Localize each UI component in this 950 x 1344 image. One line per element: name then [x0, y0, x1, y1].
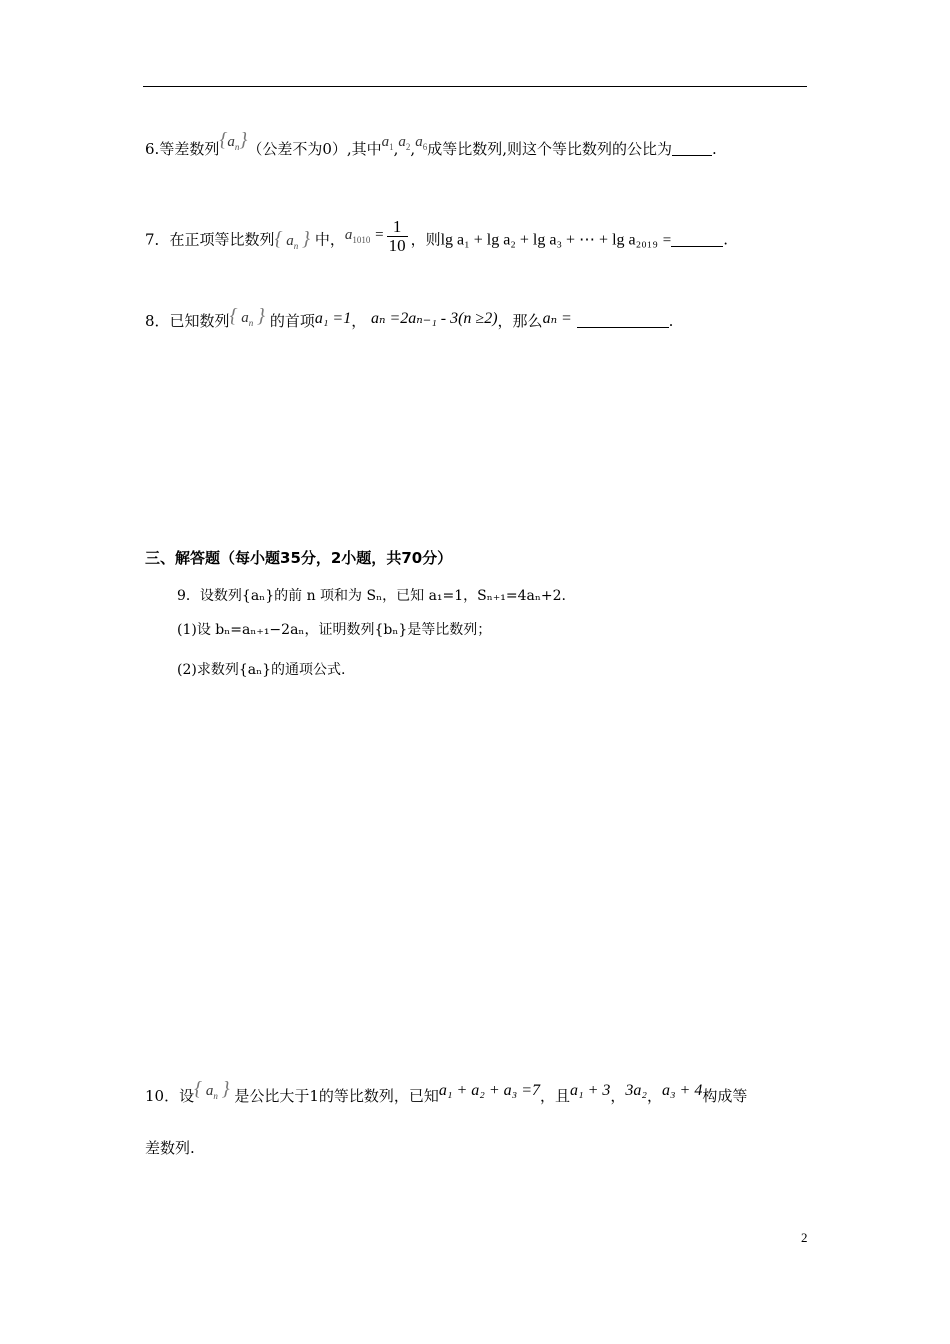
q10-term-1: a₁ + 3 [570, 1082, 611, 1099]
q8-text-d: ，那么 [497, 312, 543, 330]
q10-sep-2: ， [646, 1087, 662, 1105]
q10-text-d: 构成等 [702, 1087, 748, 1105]
q7-sequence: { $a_n$ } [274, 227, 311, 251]
q6-text-b: （公差不为0）,其中 [247, 140, 382, 158]
q6-a2: $a_2$ [398, 134, 411, 152]
q7-text-b: 中， [314, 230, 345, 249]
q6-end: . [711, 140, 717, 158]
q7-given-lhs: $a_{1010}$ [344, 226, 371, 245]
q10-text-b: 是公比大于1的等比数列，已知 [234, 1087, 439, 1105]
q10-term-2: 3a₂ [625, 1082, 647, 1099]
q6-text-a: 等差数列 [159, 140, 220, 158]
q7-equals-2: = [662, 232, 672, 249]
q8-number: 8．已知数列 [145, 312, 230, 330]
header-rule [143, 86, 807, 87]
q9-line-3: (2)求数列{aₙ}的通项公式. [177, 662, 346, 678]
question-6: 6.等差数列$\{a_n\}$（公差不为0）,其中$a_1,a_2,a_6$成等比数列,则这个等比数列的公比为 . [145, 129, 717, 158]
q8-first-term: a₁ =1 [314, 310, 352, 327]
q9-line-2: (1)设 bₙ=aₙ₊₁−2aₙ，证明数列{bₙ}是等比数列； [177, 622, 492, 638]
q7-number: 7．在正项等比数列 [145, 230, 275, 249]
q8-text-b: 的首项 [269, 312, 315, 330]
q7-equals: = [375, 226, 384, 243]
q7-end: . [723, 230, 728, 249]
q7-fraction: $\frac{1}{10}$ [388, 217, 406, 255]
q10-text-c: ，且 [540, 1087, 571, 1105]
q6-sequence: $\{a_n\}$ [219, 129, 248, 152]
q7-text-c: ，则 [410, 230, 441, 249]
q10-number: 10．设 [145, 1087, 195, 1105]
q8-ask: aₙ = [542, 310, 572, 327]
q6-answer-blank [672, 141, 712, 156]
page-number: 2 [801, 1230, 808, 1245]
q8-end: . [668, 312, 674, 330]
q6-number: 6. [145, 140, 160, 158]
q10-sep-1: ， [610, 1087, 626, 1105]
q10-term-3: a₃ + 4 [661, 1082, 703, 1099]
q10-line-2: 差数列. [145, 1139, 195, 1157]
question-7 [145, 217, 728, 259]
q10-sequence: { $a_n$ } [194, 1078, 230, 1101]
q6-a6: $a_6$ [415, 134, 428, 152]
q8-sequence: { $a_n$ } [229, 305, 266, 328]
q10-sum: a₁ + a₂ + a₃ =7 [438, 1082, 540, 1099]
question-10 [145, 1078, 748, 1112]
q9-line-1: 9．设数列{aₙ}的前 n 项和为 Sₙ，已知 a₁=1，Sₙ₊₁=4aₙ+2. [177, 588, 566, 604]
q8-answer-blank [577, 313, 669, 328]
q7-expression: lg a₁ + lg a₂ + lg a₃ + ⋯ + lg a₂₀₁₉ [440, 231, 658, 249]
q8-text-c: ， [351, 312, 367, 330]
section-3-title: 三、解答题（每小题35分，2小题，共70分） [145, 549, 453, 567]
q7-answer-blank [671, 232, 723, 247]
question-8 [145, 305, 674, 337]
q6-text-c: 成等比数列,则这个等比数列的公比为 [427, 140, 672, 158]
q8-recurrence: aₙ =2aₙ₋₁ - 3(n ≥2) [371, 310, 498, 327]
q6-a1: $a_1$ [381, 134, 394, 152]
